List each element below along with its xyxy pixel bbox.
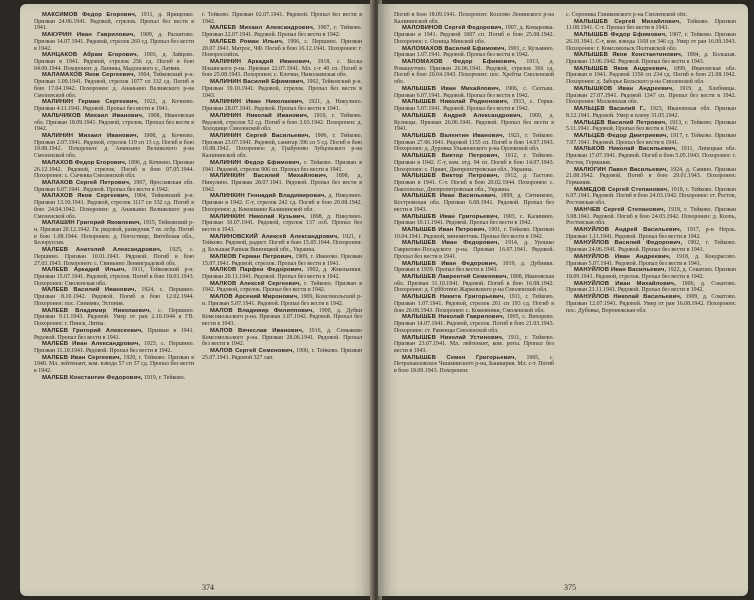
memorial-entry [202, 254, 362, 267]
memorial-entry [566, 187, 736, 207]
left-page-column-2 [202, 12, 362, 572]
entry-details: 1900, г. Тейково. Призван 25.07.1941. Рядовой 327 лап. [202, 347, 362, 361]
entry-details: 1899, д. Ситниково, Костромская обл. Призван 6.08.1941. Рядовой. Пропал без вести в 1943. [394, 193, 554, 213]
entry-name: МАНУЙЛОВ Николай Васильевич, [574, 294, 682, 301]
memorial-entry [394, 294, 554, 314]
memorial-entry [34, 72, 194, 99]
entry-name: МАНУЙЛОВ Андрей Васильевич, [574, 227, 682, 233]
memorial-entry [394, 46, 554, 59]
entry-details: 1912, д. Тастово. Призван в 1941. С-т. Погиб в бою 20.02.1944. Похоронен: с. Павлополье, Днепропетровская обл., Украина. [394, 173, 554, 193]
memorial-entry [202, 113, 362, 133]
memorial-entry [202, 294, 362, 307]
entry-name: МАЛЕЕВ Владимир Николаевич, [42, 307, 152, 314]
memorial-entry [202, 193, 362, 213]
memorial-entry [566, 207, 736, 227]
memorial-entry [34, 341, 194, 354]
entry-details: 1923, Ивановская обл. Призван 8.12.1941. Рядовой. Умер в плену 31.05.1942. [566, 106, 736, 119]
entry-name: МАНЧЕВ Сергей Степанович, [574, 206, 666, 213]
memorial-entry [394, 227, 554, 240]
entry-name: МАЛЫШЕВ Иван Григорьевич, [402, 213, 500, 220]
entry-name: МАЛЫШЕВ Валентин Иванович, [402, 132, 505, 139]
entry-name: МАЛЫШЕВ Лаврентий Семенович, [402, 274, 509, 281]
entry-name: МАЛЕЕВ Константин Федорович, [42, 374, 143, 381]
memorial-entry [34, 267, 194, 287]
memorial-entry [566, 281, 736, 294]
entry-name: МАЛАМАХОВ Яков Сергеевич, [42, 72, 136, 79]
entry-details: 1911, д. Ярищенко. Призван 24.06.1941. Рядовой, стрелок. Пропал без вести в 1941. [34, 12, 194, 32]
entry-details: 1921, д. Никулино. Призван 28.07.1941. Рядовой. Пропал без вести в 1941. [202, 99, 362, 113]
memorial-entry [566, 19, 736, 32]
entry-name: МАЛЫШЕВ Федор Ефимович, [574, 32, 667, 39]
entry-details: Призван в 1941. Рядовой. Пропал без вести в 1941. [34, 327, 194, 341]
entry-name: МАЛИНИН Иван Николаевич, [210, 99, 304, 106]
entry-name: МАЛИНОВСКИЙ Алексей Александрович, [210, 233, 339, 240]
memorial-entry [566, 254, 736, 267]
entry-details: 1902, Тейковский р-н. Призван 19.10.1941. Рядовой, стрелок. Пропал без вести в 1943. [202, 79, 362, 99]
entry-details: 1898, д. Никулино. Призван 10.07.1941. Рядовой, стрелок 137 осб. Пропал без вести в 1943. [202, 213, 362, 233]
entry-name: МАЛЫШЕВ Виктор Петрович, [402, 173, 500, 180]
entry-details: 1925, с. Першино. Призван 10.01.1943. Рядовой. Погиб в бою 27.03.1943. Похоронен: с. Свиньино Ленинградской обл. [34, 247, 194, 267]
memorial-entry [394, 25, 554, 45]
entry-details: 1898, Ивановская обл. Призван 31.10.1941. Рядовой. Погиб в бою 16.08.1942. Похоронен: д. Субботино Жарковского р-на Смоленской обл. [394, 274, 554, 294]
entry-details: д. Никулино. Призван в 1942. С-т, стрелок 242 сд. Погиб в бою 20.08.1942. Похоронен: д. Кокошкино Калининской обл. [202, 193, 362, 213]
entry-details: 1924, с. Першино. Призван 8.10.1942. Рядовой. Погиб в бою 12.02.1944. Похоронен: пос. Синимяэ, Эстония. [34, 287, 194, 307]
entry-name: МАЛИНИН Михаил Иванович, [42, 132, 139, 139]
memorial-entry [202, 308, 362, 328]
entry-name: МАЛЫШЕВ Николай Устинович, [402, 334, 504, 341]
entry-details: 1922, д. Кочнево. Призван 4.11.1941. Рядовой. Пропал без вести в 1941. [34, 99, 194, 113]
entry-name: МАЛОВ Вячеслав Иванович, [210, 327, 304, 334]
entry-name: МАЛЫШЕВ Иван Михайлович, [402, 85, 501, 92]
entry-details: 1916, д. Семыково Комсомольского р-на. Призван 28.06.1941. Рядовой. Пропал без вести в 1942. [202, 327, 362, 348]
entry-details: 1908, Ивановская обл. Призван 18.09.1941. Рядовой, стрелок. Пропал без вести в 1942. [34, 112, 194, 133]
memorial-entry [566, 240, 736, 253]
entry-name: МАЛЫШЕВ Иван Петрович, [402, 227, 487, 233]
memorial-entry [34, 308, 194, 328]
entry-name: МАЛЮГИН Павел Васильевич, [574, 166, 669, 173]
entry-details: 1901, г. Тейково. Призван 10.04.1941. Рядовой, минометчик. Пропал без вести в 1942. [394, 227, 554, 240]
entry-details: 1906, д. Сокатово. Призван 21.11.1941. Рядовой. Пропал без вести в 1942. [566, 280, 736, 294]
memorial-entry [34, 355, 194, 375]
entry-name: МАЛАХОВ Сергей Петрович, [42, 179, 131, 186]
entry-details: 1907, г. Тейково. Призван 26.10.1941. С-т, ком. взвода 1168 сп 346 сд. Умер от ран 16.09.1943. Похоронен: г. Комсомольск Полтавской обл. [566, 32, 736, 52]
entry-details: 1905, с. Петропавловское Чишминского р-на, Башкирия. Мл. с-т. Погиб в бою 18.09.1943. Похоронен: [394, 354, 554, 375]
entry-details: 1906, с. Сахтыш. Призван 6.07.1941. Рядовой. Пропал без вести в 1942. [394, 85, 554, 99]
memorial-entry [34, 133, 194, 160]
memorial-entry [566, 106, 736, 119]
entry-details: 1918, г. Тейково. Призван 6.07.1941. Рядовой. Погиб в бою 24.03.1942. Похоронен: ст. Ростов, Ростовская обл. [566, 186, 736, 207]
memorial-entry [566, 86, 736, 106]
memorial-entry [566, 120, 736, 133]
entry-details: г. Тейково. Призван в 1941. Рядовой, стрелок 906 сп. Пропал без вести в 1941. [202, 159, 362, 173]
entry-name: МАЛИНКИН Николай Кузьмич, [210, 213, 306, 220]
memorial-entry [566, 52, 736, 65]
entry-name: МАЛЬЧИКОВ Михаил Иванович, [42, 112, 144, 119]
memorial-entry [394, 240, 554, 260]
entry-name: МАЛЕЕВ Григорий Алексеевич, [42, 327, 144, 334]
entry-name: МАНУЙЛОВ Иван Андреевич, [574, 253, 671, 260]
entry-name: МАЛЫШЕВ Яков Константинович, [574, 52, 683, 59]
memorial-entry [566, 133, 736, 146]
entry-details: 1909, г. Иваново. Призван 15.07.1941. Рядовой, стрелок. Пропал без вести в 1941. [202, 253, 362, 267]
entry-details: 1919, д. Дубники. Призван в 1939. Пропал без вести в 1941. [394, 260, 554, 274]
entry-details: 1921, г. Тейково. Рядовой, радист. Погиб в бою 15.05.1944. Похоронен: д. Большая Рапная Винницкой обл., Украина. [202, 233, 362, 254]
left-page-number: 374 [202, 583, 214, 592]
memorial-entry [394, 214, 554, 227]
memorial-entry [394, 113, 554, 133]
memorial-entry [34, 12, 194, 32]
memorial-entry [202, 328, 362, 348]
entry-details: 1921, г. Тейково. Призван 27.06.1941. Рядовой 1155 сп. Погиб в бою 14.07.1943. Похоронен: д. Дуровка Ульяновского р-на Орловской обл. [394, 132, 554, 153]
entry-name: МАЛОВИНОВ Сергей Федорович, [402, 25, 504, 32]
entry-details: 1896, д. Кочнево. Призван 26.12.1942. Рядовой, стрелок. Погиб в бою 07.05.1944. Похоронен: с. Сычевка Смоленской обл. [34, 159, 194, 180]
entry-name: МАЛЫШЕВ Николай Родионович, [402, 99, 509, 106]
memorial-entry [202, 348, 362, 361]
entry-name: МАЛИНИН Федор Ефимович, [210, 159, 302, 166]
entry-details: 1914, д. Урошко Гавриловo-Посадского р-на. Призван 16.07.1941. Рядовой. Пропал без вести в 1941. [394, 240, 554, 260]
memorial-entry [34, 113, 194, 133]
entry-name: МАЛКОВ Парфен Федорович, [210, 267, 304, 274]
memorial-entry [394, 133, 554, 153]
entry-details: 1909, д. Сокатово. Призван 12.07.1941. Рядовой. Умер от ран 16.08.1942. Похоронен: пос. Дубовка, Воронежская обл. [566, 294, 736, 314]
memorial-entry [34, 180, 194, 193]
memorial-entry [202, 214, 362, 234]
entry-details: 1900, д. Дубки Комсомольского р-на. Призван 3.07.1942. Рядовой. Пропал без вести в 1943. [202, 307, 362, 328]
entry-details: 1917, р-н Нерль. Призван 1.11.1941. Рядовой. Пропал без вести в 1942. [566, 227, 736, 240]
entry-name: МАЛЕЕВ Иван Александрович, [42, 341, 141, 348]
entry-details: 1911, г. Тейково. Призван 23.07.1941. Мл. лейтенант, ком. роты. Пропал без вести в 1943. [394, 334, 554, 354]
entry-details: 1913, с. Горки. Призван 5.07.1941. Рядовой. Пропал без вести в 1942. [394, 99, 554, 113]
memorial-entry [394, 86, 554, 99]
entry-details: 1894, д. Большая. Призван 13.06.1942. Рядовой. Пропал без вести в 1943. [566, 52, 736, 66]
entry-name: МАНУЙЛОВ Василий Федорович, [574, 240, 683, 247]
memorial-entry [34, 247, 194, 267]
entry-details: 1907, д. Комаровка. Призван в 1941. Рядовой 1007 сп. Погиб в бою 25.08.1942. Похоронен: с. Осница Минской обл. [394, 25, 554, 45]
entry-name: МАЛОВ Арсений Миронович, [210, 294, 299, 301]
entry-name: МАНУЙЛОВ Иван Михайлович, [574, 280, 676, 287]
entry-name: МАЛЕЕВ Иван Сергеевич, [42, 354, 122, 361]
memorial-entry [202, 173, 362, 193]
right-page [378, 4, 748, 596]
entry-details: 1899, Ивановская обл. Призван в 1941. Рядовой 1350 сп 234 сд. Погиб в бою 21.08.1942. Похоронен: д. Заборье Бельского р-на Смоленской обл. [566, 65, 736, 86]
entry-details: 1905, с. Вихорево. Призван 14.07.1941. Рядовой, стрелок. Погиб в бою 21.03.1943. Похоронен: ст. Раменцы Смоленской обл. [394, 314, 554, 334]
entry-details: 1901, с. Кузьмино. Призван 1.07.1941. Рядовой. Пропал без вести в 1942. [394, 45, 554, 59]
memorial-entry [566, 32, 736, 52]
entry-name: МАЛИНИН Аркадий Иванович, [210, 59, 312, 66]
memorial-entry [394, 261, 554, 274]
memorial-entry [394, 355, 554, 375]
entry-details: 1909, Комсомольский р-н. Призван 5.07.1941. Рядовой. Пропал без вести в 1942. [202, 294, 362, 307]
memorial-entry [202, 160, 362, 173]
right-page-column-2 [566, 12, 736, 572]
entry-name: МАЛИНКИН Геннадий Владимирович, [210, 193, 327, 200]
entry-name: МАЛИНИН Николай Иванович, [210, 112, 309, 119]
memorial-entry [34, 32, 194, 52]
entry-name: МАЛАХОВ Федор Егорович, [42, 159, 127, 166]
memorial-entry [202, 79, 362, 99]
memorial-entry [34, 52, 194, 72]
memorial-entry [202, 267, 362, 280]
entry-name: МАЛОМАХОВ Василий Ефимович, [402, 45, 507, 52]
memorial-entry [34, 220, 194, 247]
entry-details: 1907, Ярославская обл. Призван 6.07.1941. Рядовой. Пропал без вести в 1942. [34, 179, 194, 193]
entry-name: МАЛЫШЕВ Иван Федорович, [402, 240, 500, 247]
entry-name: МАЛЬЦЕВ Василий Г., [574, 106, 646, 113]
entry-name: МАЛЫШЕВ Николай Гаврилович, [402, 314, 505, 321]
memorial-entry [202, 99, 362, 112]
memorial-entry [394, 12, 554, 25]
entry-details: 1913, г. Тейково. Призван 5.11.1941. Рядовой. Пропал без вести в 1942. [566, 119, 736, 133]
entry-details: 1903, д. Зайцево. Призван в 1941. Рядовой, стрелок 256 сд. Погиб в бою 04.09.1944. Похоронен: д. Лапины, Мадонского у., Латвия. [34, 52, 194, 72]
entry-name: МАЛЫШЕВ Андрей Александрович, [402, 112, 523, 119]
entry-name: МАЛЫШЕВ Иван Васильевич, [402, 193, 498, 200]
entry-name: МАЛЕЕВ Роман Ильич, [210, 38, 284, 45]
memorial-entry [34, 99, 194, 112]
entry-details: 1904, Тейковский р-н. Призван 1.09.1941. Рядовой, стрелок 1077 сп 332 сд. Погиб в бою 17.04.1942. Похоронен: д. Ананьино Велижского р-на Смоленской обл. [34, 72, 194, 99]
entry-name: МАЛОВ Владимир Филиппович, [210, 307, 314, 314]
memorial-entry [202, 281, 362, 294]
entry-details: с. Сороника Глинковского р-на Смоленской обл. [566, 12, 688, 18]
entry-name: МАНЦАКОВ Абрам Егорович, [42, 52, 139, 59]
memorial-entry [566, 167, 736, 187]
entry-details: 1913, д. Ромашутово. Призван 26.06.1941. Рядовой, стрелок 366 сд. Погиб в бою 20.04.1943. Похоронен: пос. Хребты Смоленской обл. [394, 59, 554, 86]
memorial-entry [566, 227, 736, 240]
memorial-entry [202, 39, 362, 59]
entry-name: МАЛЫШЕВ Семен Григорьевич, [402, 354, 517, 361]
entry-details: с. Першино. Призван 9.11.1943. Рядовой. Умер от ран 2.10.1944 в ГВ. Похоронен: г. Пинск, Литва. [34, 307, 194, 328]
entry-details: 1906, с. Першино. Призван 20.07.1941. Матрос, ЧФ. Погиб в бою 16.12.1941. Похоронен: г. Новороссийск. [202, 38, 362, 59]
entry-details: 1904, Тейковский р-н. Призван 13.10.1941. Рядовой, стрелок 1117 сп 332 сд. Погиб в бою 24.04.1942. Похоронен: д. Ананьино Велижского р-на Смоленской обл. [34, 193, 194, 220]
right-page-column-1 [394, 12, 554, 572]
memorial-entry [394, 59, 554, 86]
entry-details: Тейково. Призван 11.08.1941. С-т. Пропал без вести в 1943. [566, 18, 736, 32]
entry-name: МАЛЫШЕВ Сергей Михайлович, [574, 18, 681, 25]
entry-details: 1922, д. Сокатово. Призван 18.09.1941. Рядовой, стрелок. Пропал без вести в 1942. [566, 267, 736, 281]
entry-name: МАКСИМОВ Федор Егорович, [42, 12, 137, 18]
entry-name: МАЛАШИН Григорий Яковлевич, [42, 220, 142, 227]
memorial-entry [566, 12, 736, 19]
memorial-entry [34, 375, 194, 382]
entry-name: МАЛИНИН Сергей Васильевич, [210, 132, 311, 139]
entry-name: МАЛЫШЕВ Виктор Петрович, [402, 153, 500, 160]
memorial-entry [394, 335, 554, 355]
memorial-entry [394, 153, 554, 173]
entry-name: МАЛЫШЕВ Иван Федорович, [402, 260, 498, 267]
memorial-entry [34, 328, 194, 341]
entry-name: МАЛИНКИН Василий Михайлович, [210, 173, 328, 180]
entry-details: 1924, д. Савино. Призван 21.08.1942. Рядовой. Погиб в бою 29.01.1943. Похоронен: Германия. [566, 166, 736, 186]
memorial-entry [394, 173, 554, 193]
entry-details: 1910, г. Тейково. Рядовой, стрелок 52 сд. Погиб в бою 3.03.1942. Похоронен: д. Холодище Смоленской обл. [202, 112, 362, 133]
memorial-entry [566, 146, 736, 166]
entry-name: МАЛОВ Сергей Семенович, [210, 347, 295, 354]
entry-details: г. Тейково. Призван 02.07.1941. Рядовой. Пропал без вести в 1942. [202, 12, 362, 25]
entry-details: Погиб в бою 18.09.1941. Похоронен: Козлово Ленинского р-на Калининской обл. [394, 12, 554, 25]
entry-details: 1919, г. Тейково. [143, 374, 186, 381]
left-page [20, 4, 374, 596]
entry-details: 1909, д. Кузнецы. Призван 26.06.1941. Рядовой. Пропал без вести в 1941. [394, 112, 554, 133]
entry-name: МАЛЬЦЕВ Василий Петрович, [574, 119, 667, 126]
entry-details: 1918, д. Кондрасово. Призван 5.07.1941. Рядовой. Пропал без вести в 1941. [566, 253, 736, 267]
entry-details: 1919, д. Хлебницы. Призван 27.07.1941. Рядовой 1347 сп. Пропал без вести в 1942. Похоронен: Московская обл. [566, 85, 736, 106]
entry-name: МАЛЫШЕВ Яков Андреевич, [574, 65, 669, 72]
memorial-entry [566, 66, 736, 86]
entry-details: 1915, Тейковский р-н. Призван 20.12.1942. Гв. рядовой, разведчик 7 гв. лсбр. Погиб в бою 1.08.1944. Похоронен: д. Погостище, Витебская обл., Белоруссия. [34, 220, 194, 247]
memorial-entry [202, 234, 362, 254]
entry-name: МАЛЬКОВ Николай Васильевич, [574, 146, 677, 153]
memorial-entry [566, 267, 736, 280]
entry-name: МАЛКОВ Герман Петрович, [210, 253, 294, 260]
memorial-entry [202, 25, 362, 38]
memorial-entry [394, 193, 554, 213]
entry-details: 1923, с. Першино. Призван 11.10.1941. Рядовой. Пропал без вести в 1942. [34, 341, 194, 354]
memorial-entry [34, 160, 194, 180]
entry-details: 1912, г. Тейково. Призван в 1942. С-т, ком. отд. 94 сп. Погиб в бою 14.07.1943. Похоронен: с. Прияп, Днепропетровская обл., Украина. [394, 153, 554, 173]
entry-name: МАЛЬЦЕВ Федор Дмитриевич, [574, 132, 669, 139]
memorial-entry [566, 294, 736, 314]
entry-details: 1898, д. Никулино. Призван 28.07.1941. Рядовой. Пропал без вести в 1942. [202, 173, 362, 193]
entry-details: 1907, г. Тейково. Призван 22.07.1941. Рядовой. Пропал без вести в 1942. [202, 25, 362, 39]
entry-name: МАКУРИН Иван Гаврилович, [42, 32, 136, 39]
entry-name: МАЛЕЕВ Михаил Александрович, [210, 25, 315, 32]
entry-name: МАНУЙЛОВ Иван Васильевич, [574, 267, 667, 274]
entry-details: 1906, г. Тейково. Призван 23.07.1941. Рядовой, санитар 396 сп 5 сд. Погиб в бою 16.08.1942. Похоронен: д. Грабуново Зубцовского р-на Калининской обл. [202, 132, 362, 160]
memorial-entry [394, 274, 554, 294]
entry-details: 1911, Тейковский р-н. Призван 15.07.1941. Рядовой, стрелок. Погиб в бою 18.03.1943. Похоронен: Смоленская обл. [34, 267, 194, 287]
entry-name: МАЛИНИН Герман Сергеевич, [42, 99, 139, 106]
entry-details: 1911, Липецкая обл. Призван 17.07.1941. Рядовой. Погиб в бою 5.05.1943. Похоронен: г. Ростов, Германия. [566, 146, 736, 166]
entry-details: 1902, г. Тейково. Призван 24.06.1941. Рядовой. Пропал без вести в 1941. [566, 240, 736, 254]
entry-details: 1917, г. Тейково. Призван 7.07.1941. Рядовой. Пропал без вести в 1941. [566, 132, 736, 146]
entry-name: МАЛЫШЕВ Никита Григорьевич, [402, 294, 506, 301]
entry-name: МАМЕДОВ Сергей Степанович, [574, 186, 669, 193]
entry-details: г. Тейково. Призван в 1942. Рядовой, стрелок. Пропал без вести в 1942. [202, 280, 362, 294]
entry-details: 1920, г. Тейково. Призван в 1940. Мл. лейтенант, ком. взвода 57 сп 37 сд. Пропал без вести в 1942. [34, 354, 194, 375]
entry-name: МАЛЫШКОВ Иван Андреевич, [574, 85, 674, 92]
entry-details: 1918, с. Веска Ильинского р-на. Призван 22.07.1941. Мл. с-т 40 сп. Погиб в бою 25.08.1943. Похоронен: с. Клочки, Николаевская обл. [202, 59, 362, 79]
left-page-column-1 [34, 12, 194, 572]
entry-details: 1903, с. Калинино. Призван 10.11.1941. Рядовой. Пропал без вести в 1942. [394, 213, 554, 227]
entry-details: 1908, д. Кочнево. Призван 2.07.1941. Рядовой, стрелок 119 сп 13 сд. Погиб в бою 19.08.1942. Похоронен: д. Ананьино Велижского р-на Смоленской обл. [34, 132, 194, 160]
entry-details: 1909, д. Раскатово. Призван 14.07.1941. Рядовой, стрелок 269 сд. Пропал без вести в 1942. [34, 32, 194, 52]
entry-details: 1918, г. Тейково. Призван 3.08.1941. Рядовой. Погиб в бою 24.03.1942. Похоронен: д. Колпь, Ростовская обл. [566, 206, 736, 227]
memorial-entry [202, 59, 362, 79]
memorial-entry [394, 314, 554, 334]
memorial-entry [394, 99, 554, 112]
entry-name: МАЛЕЕВ Анатолий Александрович, [42, 247, 162, 254]
memorial-entry [34, 287, 194, 307]
memorial-entry [202, 133, 362, 160]
entry-name: МАЛЕЕВ Василий Иванович, [42, 287, 137, 294]
entry-name: МАЛИНИН Василий Ефимович, [210, 79, 305, 86]
right-page-number: 375 [564, 583, 576, 592]
entry-details: 1902, д. Жмельники. Призван 20.11.1941. Рядовой. Пропал без вести в 1942. [202, 267, 362, 281]
entry-name: МАЛОМАХОВ Федор Ефимович, [402, 59, 517, 66]
memorial-entry [34, 193, 194, 220]
entry-name: МАЛЕЕВ Аркадий Ильич, [42, 267, 127, 274]
entry-name: МАЛКОВ Алексей Сергеевич, [210, 280, 302, 287]
entry-details: 1911, г. Тейково. Призван 1.07.1941. Рядовой, стрелок 261 сп 193 сд. Погиб в бою 26.08.1943. Похоронен: с. Кожевники, Смоленской обл. [394, 294, 554, 314]
entry-name: МАЛАХОВ Яков Сергеевич, [42, 193, 130, 200]
memorial-entry [202, 12, 362, 25]
